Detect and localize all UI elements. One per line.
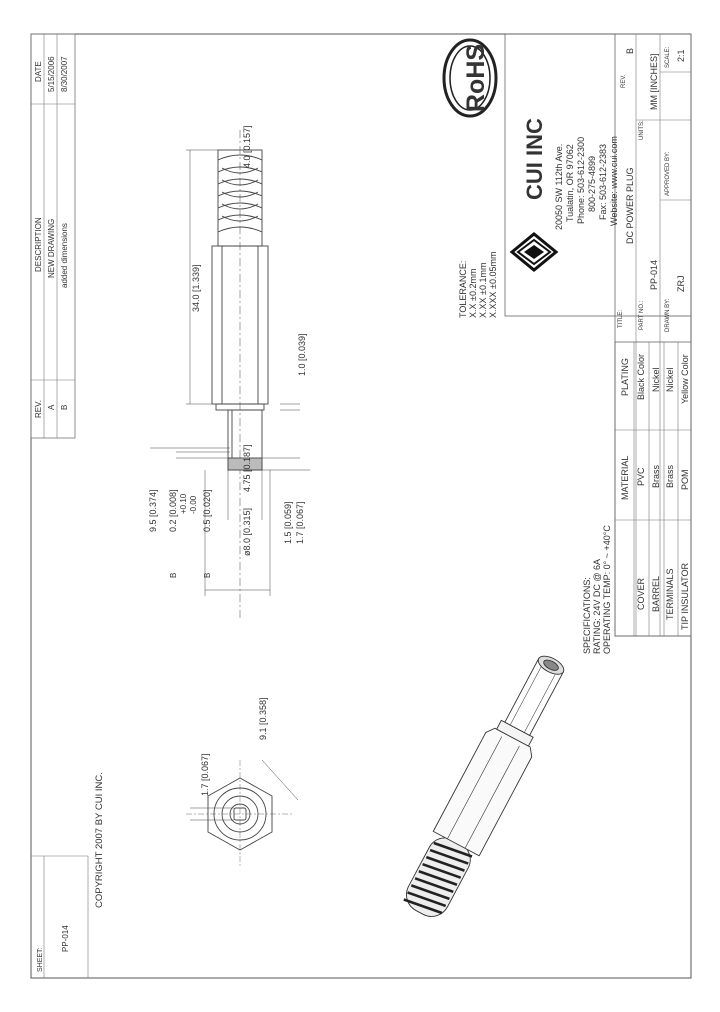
sheet-label: SHEET: xyxy=(37,947,44,972)
material-barrel: Brass xyxy=(651,464,661,488)
rev-header: REV. xyxy=(34,400,43,418)
units-label: UNITS: xyxy=(639,120,645,140)
rev-b: B xyxy=(60,404,69,410)
revision-table xyxy=(31,34,75,438)
plating-cover: Black Color xyxy=(636,353,646,400)
part-barrel: BARREL xyxy=(651,575,661,612)
rev-b-date: 8/30/2007 xyxy=(60,56,69,92)
dim-hex-pin: 1.7 [0.067] xyxy=(200,753,210,796)
part-terminals: TERMINALS xyxy=(665,568,675,620)
dim-tip-len2: 1.7 [0.067] xyxy=(295,501,305,544)
part-label: PART NO.: xyxy=(639,300,645,330)
dim-b1: 0.5 [0.020] xyxy=(202,489,212,532)
company-address xyxy=(554,136,619,230)
copyright: COPYRIGHT 2007 BY CUI INC. xyxy=(94,772,105,908)
dim-tip-len1: 1.5 [0.059] xyxy=(283,501,293,544)
plating-header: PLATING xyxy=(620,358,630,396)
material-header: MATERIAL xyxy=(620,455,630,500)
dim-grip: 4.0 [0.157] xyxy=(242,125,252,168)
plating-tip-insulator: Yellow Color xyxy=(680,354,690,404)
part-tip-insulator: TIP INSULATOR xyxy=(680,562,690,630)
scale-label: SCALE: xyxy=(665,46,671,68)
side-profile-view xyxy=(150,130,310,620)
dim-b1-mark: B xyxy=(203,572,212,578)
spec-label: SPECIFICATIONS: xyxy=(582,577,592,654)
dim-hex-across: 9.1 [0.358] xyxy=(258,697,268,740)
rohs-badge xyxy=(444,40,496,116)
plug-isometric xyxy=(397,647,578,925)
fax-line: Fax: 503-612-2383 xyxy=(598,143,608,220)
phone-line: Phone: 503-612-2300 xyxy=(576,136,586,224)
tolerance-line-1: X.X ±0.2mm xyxy=(468,268,478,318)
rev-b-description: added dimensions xyxy=(60,223,69,288)
part-cover: COVER xyxy=(636,577,646,610)
drawn-value: ZRJ xyxy=(676,275,686,292)
dim-overall: 34.0 [1.339] xyxy=(191,264,201,312)
tollfree-line: 800-275-4899 xyxy=(587,155,597,212)
rohs-text: RoHS xyxy=(462,43,490,112)
dim-b3: 9.5 [0.374] xyxy=(148,489,158,532)
dim-b2: 0.2 [0.008] xyxy=(168,489,178,532)
material-terminals: Brass xyxy=(665,464,675,488)
approved-label: APPROVED BY: xyxy=(665,151,671,196)
address-line: 20050 SW 112th Ave. xyxy=(554,143,564,230)
scale-value: 2:1 xyxy=(676,49,686,62)
dim-b2-tol-plus: +0.10 xyxy=(179,493,188,514)
rev-a-description: NEW DRAWING xyxy=(47,218,56,278)
dim-collar: 1.0 [0.039] xyxy=(297,333,307,376)
footer xyxy=(31,772,105,978)
materials-table xyxy=(615,342,691,636)
description-header: DESCRIPTION xyxy=(34,217,43,272)
units-value: MM [INCHES] xyxy=(649,53,659,110)
company-name: CUI INC xyxy=(522,118,547,200)
dim-od: ø8.0 [0.315] xyxy=(242,507,252,556)
tolerance-line-3: X.XXX ±0.05mm xyxy=(488,251,498,318)
spec-rating: RATING: 24V DC @ 6A xyxy=(592,559,602,654)
city-line: Tualatin, OR 97062 xyxy=(565,144,575,222)
dim-b2-tol-minus: -0.00 xyxy=(189,495,198,514)
part-value: PP-014 xyxy=(649,259,659,290)
date-header: DATE xyxy=(34,61,43,82)
plating-barrel: Nickel xyxy=(651,367,661,392)
spec-temp: OPERATING TEMP: 0° ~ +40°C xyxy=(602,525,612,654)
rev-a: A xyxy=(47,404,56,410)
website-line: Website: www.cui.com xyxy=(609,136,619,226)
specifications xyxy=(582,525,612,654)
rev-label: REV. xyxy=(621,74,627,88)
title-value: DC POWER PLUG xyxy=(625,167,635,244)
drawn-label: DRAWN BY: xyxy=(665,298,671,332)
title-label: TITLE: xyxy=(618,309,624,328)
dim-mid: 4.75 [0.187] xyxy=(242,444,252,492)
material-cover: PVC xyxy=(636,467,646,486)
plating-terminals: Nickel xyxy=(665,367,675,392)
dim-b2-mark: B xyxy=(169,572,178,578)
tolerance-label: TOLERANCE: xyxy=(458,260,468,318)
footer-part-ref: PP-014 xyxy=(61,925,70,952)
cui-logo xyxy=(512,118,556,270)
tolerance-block xyxy=(458,252,498,318)
rev-value: B xyxy=(625,47,635,54)
rev-a-date: 5/15/2006 xyxy=(47,56,56,92)
material-tip-insulator: POM xyxy=(680,469,690,490)
tolerance-line-2: X.XX ±0.1mm xyxy=(478,262,488,318)
